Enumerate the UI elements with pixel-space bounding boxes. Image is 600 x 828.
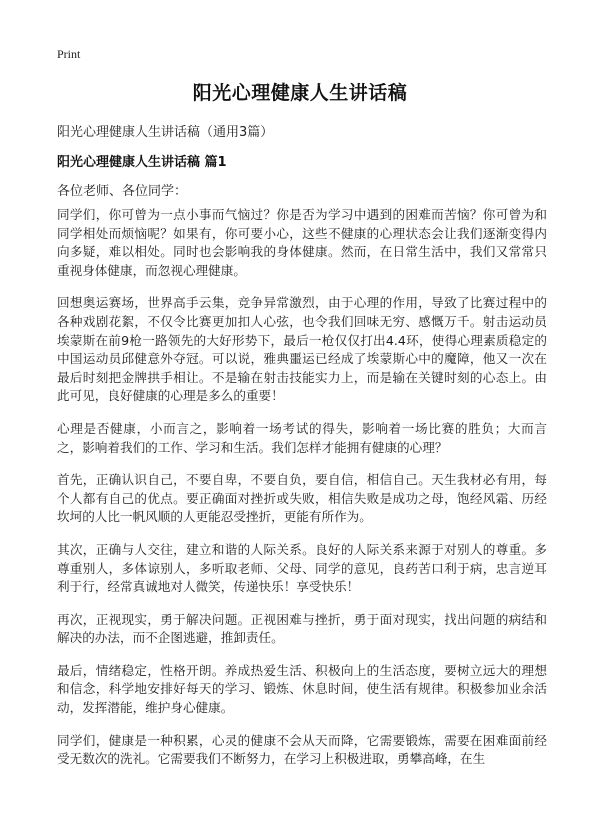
document-subtitle: 阳光心理健康人生讲话稿（通用3篇） [57, 125, 274, 140]
paragraph-4: 首先，正确认识自己，不要自卑，不要自负，要自信，相信自己。天生我材必有用，每个人都有自己的优点。要正确面对挫折或失败，相信失败是成功之母，饱经风霜、历经坎坷的人比一帆风顺的人更能忍受挫折，更能有所作为。 [57, 472, 547, 525]
paragraph-2: 回想奥运赛场，世界高手云集，竞争异常激烈，由于心理的作用，导致了比赛过程中的各种戏剧花絮，不仅令比赛更加扣人心弦，也令我们回味无穷、感慨万千。射击运动员埃蒙斯在前9枪一路领先的大好形势下，最后一枪仅仅打出4.4环，使得心理素质稳定的中国运动员邱健意外夺冠。可以说，雅典噩运已经成了埃蒙斯心中的魔障，他又一次在最后时刻把金牌拱手相让。不是输在射击技能实力上，而是输在关键时刻的心态上。由此可见，良好健康的心理是多么的重要！ [57, 295, 547, 404]
paragraph-8: 同学们，健康是一种积累，心灵的健康不会从天而降，它需要锻炼，需要在困难面前经受无数次的洗礼。它需要我们不断努力，在学习上积极进取，勇攀高峰，在生 [57, 732, 547, 767]
paragraph-5: 其次，正确与人交往，建立和谐的人际关系。良好的人际关系来源于对别人的尊重。多尊重别人，多体谅别人，多听取老师、父母、同学的意见，良药苦口利于病，忠言逆耳利于行，经常真诚地对人微笑，传递快乐！享受快乐！ [57, 541, 547, 595]
paragraph-1: 同学们，你可曾为一点小事而气恼过？你是否为学习中遇到的困难而苦恼？你可曾为和同学相处而烦恼呢？如果有，你可要小心，这些不健康的心理状态会让我们逐渐变得内向多疑，难以相处。同时也会影响我的身体健康。然而，在日常生活中，我们又常常只重视身体健康，而忽视心理健康。 [57, 207, 547, 278]
paragraph-7: 最后，情绪稳定，性格开朗。养成热爱生活、积极向上的生活态度，要树立远大的理想和信念，科学地安排好每天的学习、锻炼、休息时间，使生活有规律。积极参加业余活动，发挥潜能，维护身心健康。 [57, 662, 547, 716]
salutation: 各位老师、各位同学： [57, 184, 188, 199]
page-title: 阳光心理健康人生讲话稿 [192, 82, 408, 104]
speech-body [57, 206, 547, 783]
paragraph-6: 再次，正视现实，勇于解决问题。正视困难与挫折，勇于面对现实，找出问题的病结和解决的办法，而不企图逃避，推卸责任。 [57, 611, 547, 646]
section-heading: 阳光心理健康人生讲话稿 篇1 [57, 155, 227, 170]
paragraph-3: 心理是否健康，小而言之，影响着一场考试的得失，影响着一场比赛的胜负；大而言之，影响着我们的工作、学习和生活。我们怎样才能拥有健康的心理？ [57, 420, 547, 455]
print-link[interactable]: Print [57, 47, 81, 61]
